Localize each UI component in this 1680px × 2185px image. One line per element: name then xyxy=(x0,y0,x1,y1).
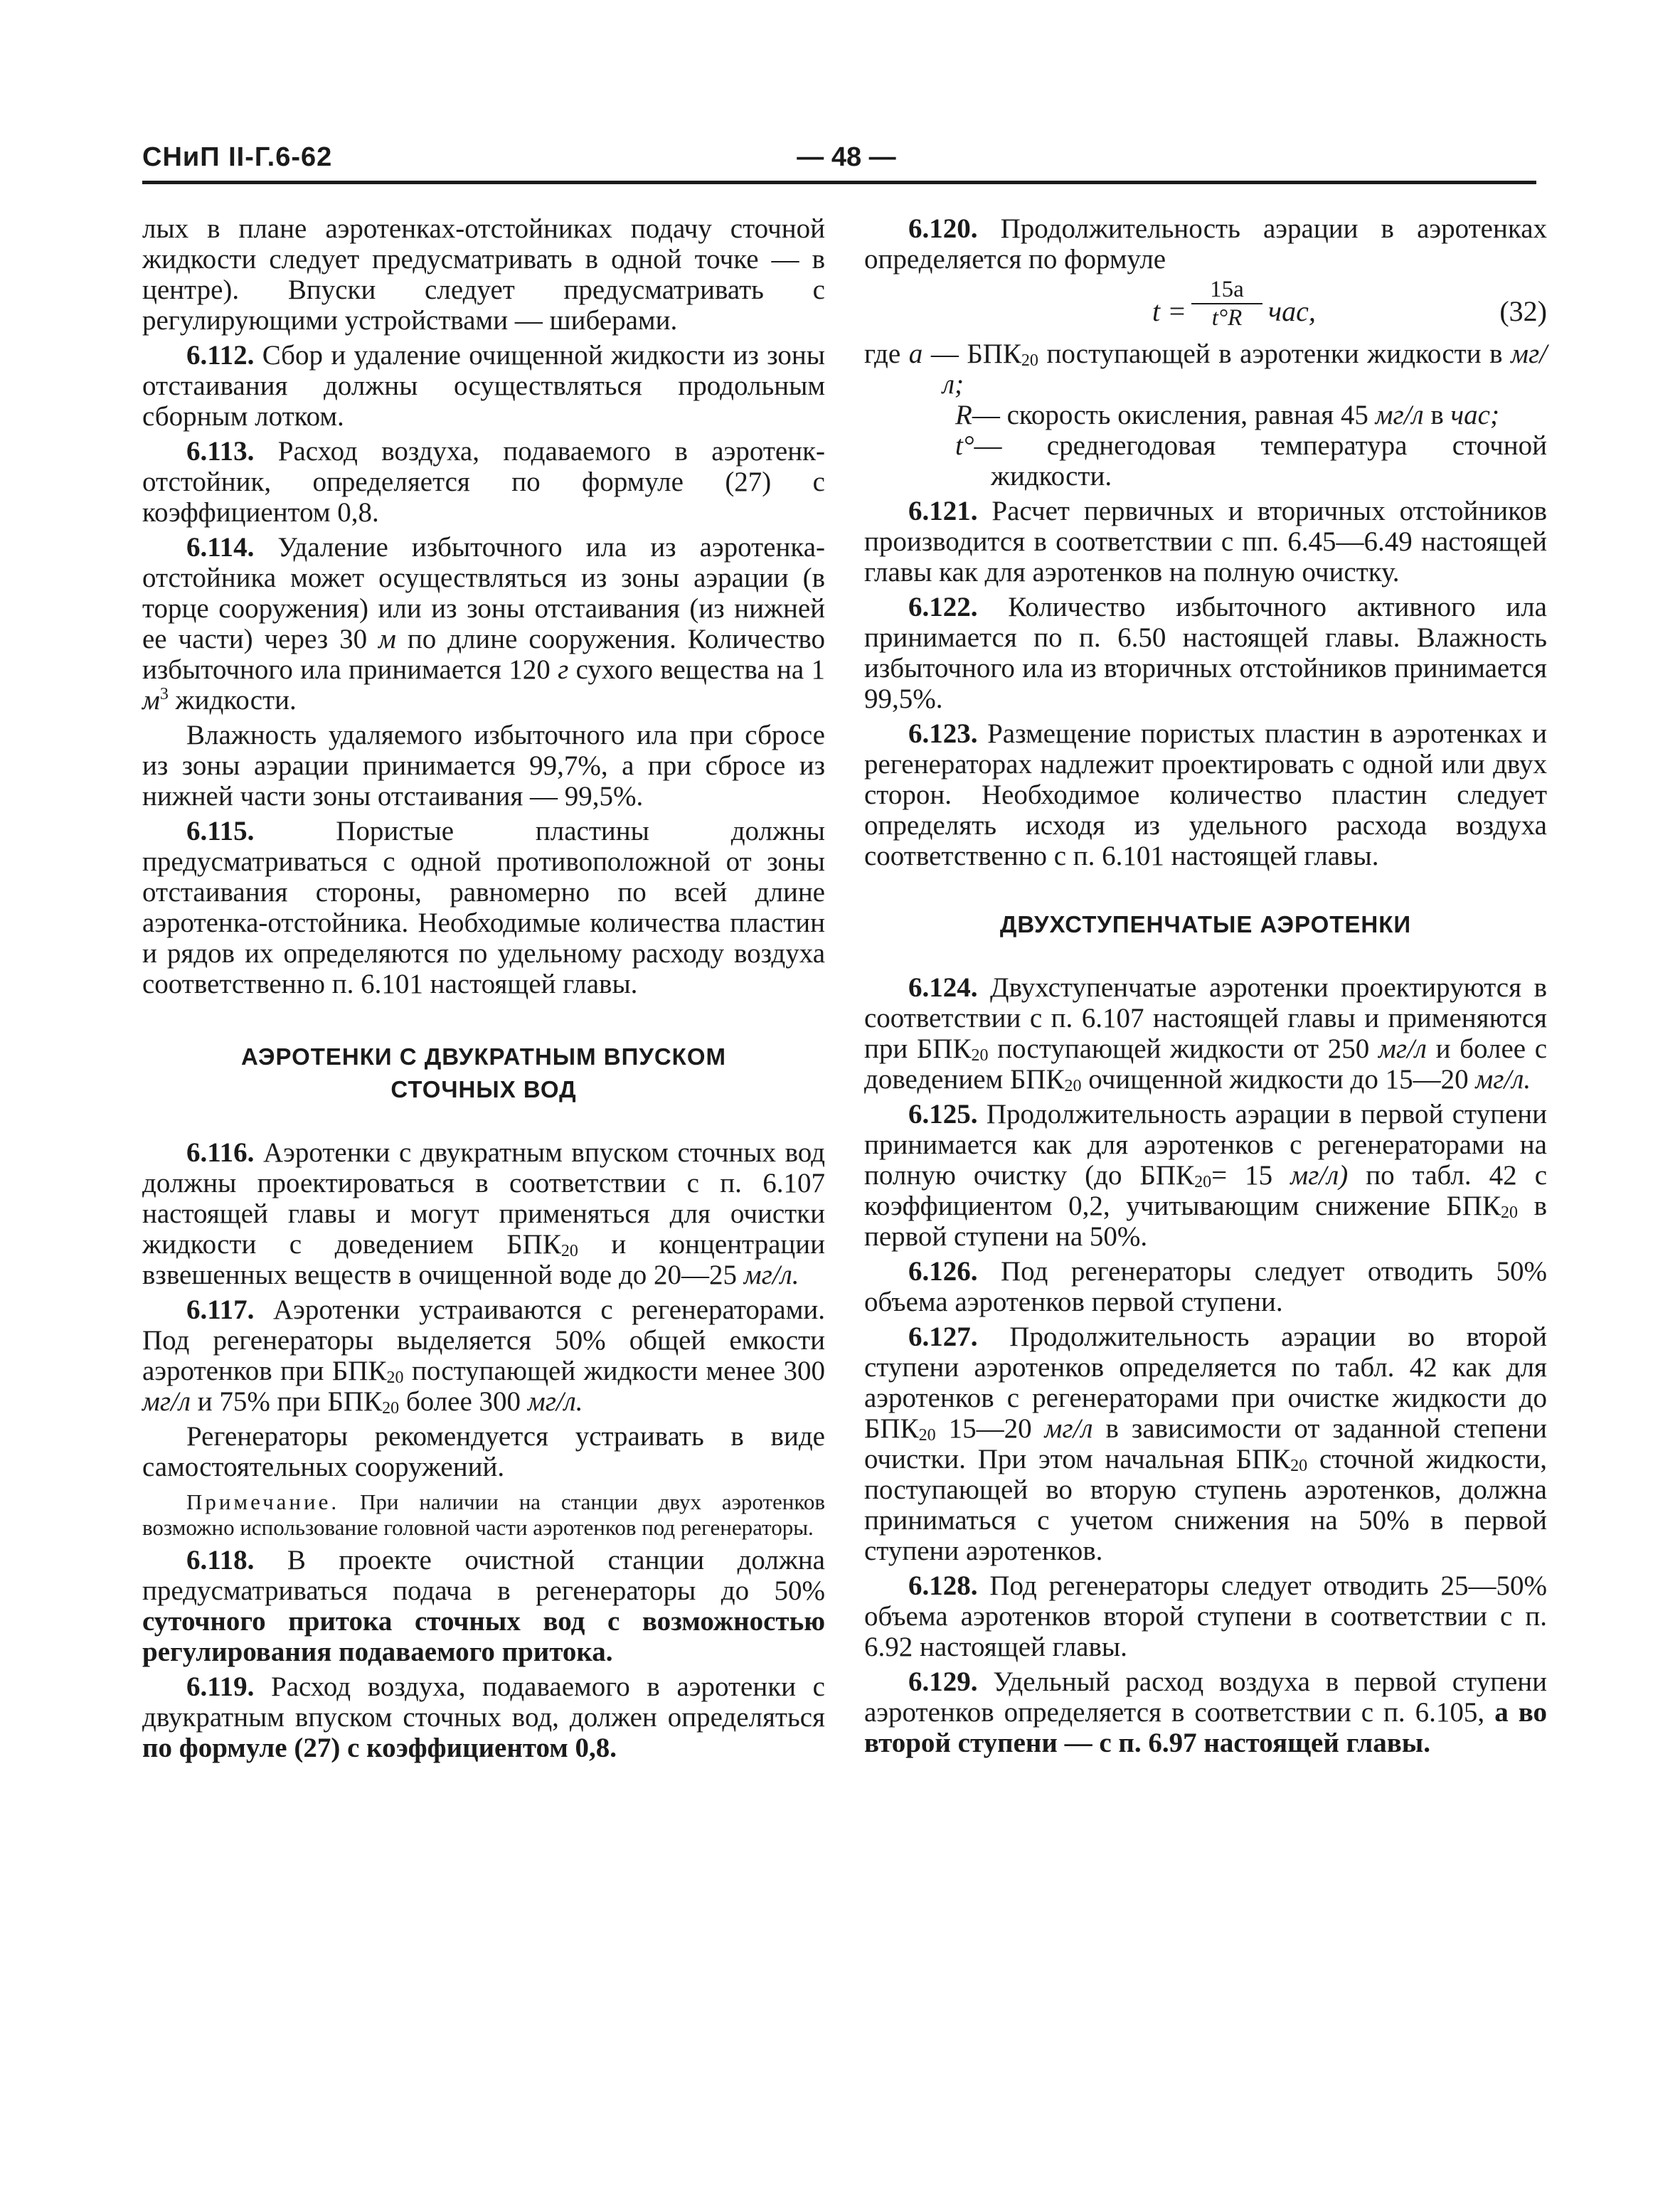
paragraph-text: сухого вещества на 1 xyxy=(575,654,826,685)
section-heading: АЭРОТЕНКИ С ДВУКРАТНЫМ ВПУСКОМ СТОЧНЫХ ВОД xyxy=(241,1043,726,1102)
header-rule xyxy=(142,181,1536,184)
paragraph-regenerators xyxy=(142,1421,825,1482)
section-number: 6.129. xyxy=(908,1666,978,1697)
equation-number: (32) xyxy=(1499,295,1547,327)
section-number: 6.119. xyxy=(186,1671,255,1702)
definition-lead: где xyxy=(864,339,901,369)
definition-a xyxy=(864,339,1547,400)
paragraph-text: Продолжительность аэрации в первой ступени принимается как для аэротенков с регенераторами на полную очистку (до БПК xyxy=(864,1099,1547,1191)
paragraph-text: жидкости. xyxy=(175,685,297,716)
section-number: 6.118. xyxy=(186,1545,255,1575)
section-number: 6.117. xyxy=(186,1294,255,1325)
definition-t xyxy=(864,430,1547,491)
unit: мг/л xyxy=(1378,1033,1427,1064)
paragraph-6-117 xyxy=(142,1294,825,1417)
symbol: a xyxy=(908,339,923,369)
section-number: 6.120. xyxy=(908,213,978,244)
unit: мг/л) xyxy=(1290,1160,1349,1191)
paragraph-text: Расход воздуха, подаваемого в аэротенки с двукратным впуском сточных вод, должен определяться xyxy=(142,1671,825,1733)
subscript: 20 xyxy=(1290,1457,1308,1475)
definition-r xyxy=(864,400,1547,430)
paragraph-text: в первой ступени на 50%. xyxy=(864,1191,1547,1252)
paragraph-text: Влажность удаляемого избыточного ила при сбросе из зоны аэрации принимается 99,7%, а при сбросе из нижней части зоны отстаивания — 99,5%. xyxy=(142,720,825,812)
subscript: 20 xyxy=(382,1399,400,1418)
paragraph-6-125 xyxy=(864,1099,1547,1252)
superscript: 3 xyxy=(159,685,169,703)
formula-denominator: t°R xyxy=(1211,305,1243,331)
paragraph-6-124 xyxy=(864,972,1547,1095)
left-column xyxy=(142,213,825,1763)
section-number: 6.123. xyxy=(908,718,978,749)
unit: мг/л xyxy=(1044,1413,1093,1444)
unit: мг/л; xyxy=(942,339,1548,400)
paragraph-text: и концентрации взвешенных веществ в очищенной воде до 20—25 xyxy=(142,1229,826,1290)
definition-text: поступающей в аэротенки жидкости в xyxy=(1046,339,1503,369)
paragraph-text: Аэротенки устраиваются с регенераторами. Под регенераторы выделяется 50% общей емкости аэротенков при БПК xyxy=(142,1294,825,1386)
paragraph-text-bold: суточного притока сточных вод с возможностью регулирования подаваемого притока. xyxy=(142,1606,825,1667)
paragraph-text: лых в плане аэротенках-отстойниках подачу сточной жидкости следует предусматривать в одной точке — в центре). Впуски следует предусматривать с регулирующими устройствами — шиберами. xyxy=(142,213,825,336)
subscript: 20 xyxy=(1194,1173,1212,1191)
paragraph-text: поступающей жидкости от 250 xyxy=(997,1033,1370,1064)
paragraph-6-122 xyxy=(864,592,1547,714)
subscript: 20 xyxy=(1500,1203,1518,1222)
section-number: 6.126. xyxy=(908,1256,978,1287)
right-column xyxy=(864,213,1547,1758)
subscript: 20 xyxy=(971,1046,989,1065)
unit: час; xyxy=(1450,400,1499,430)
page-number: — 48 — xyxy=(797,142,896,172)
paragraph-6-127 xyxy=(864,1322,1547,1566)
paragraph-text: В проекте очистной станции должна предусматриваться подача в регенераторы до 50% xyxy=(142,1545,825,1606)
paragraph-6-115 xyxy=(142,816,825,999)
page-header xyxy=(142,142,1536,178)
document-code: СНиП II-Г.6-62 xyxy=(142,142,333,172)
formula-32 xyxy=(864,275,1547,339)
paragraph-text: = 15 xyxy=(1211,1160,1273,1191)
subscript: 20 xyxy=(1021,351,1038,370)
subscript: 20 xyxy=(918,1426,936,1445)
section-number: 6.125. xyxy=(908,1099,978,1129)
paragraph-6-121 xyxy=(864,496,1547,588)
unit: м xyxy=(142,685,160,716)
section-number: 6.113. xyxy=(186,436,255,467)
subscript: 20 xyxy=(560,1242,578,1260)
paragraph-6-120 xyxy=(864,213,1547,275)
paragraph-text: очищенной жидкости до 15—20 xyxy=(1088,1064,1469,1095)
unit: г xyxy=(558,654,569,685)
paragraph-text-bold: а во второй ступени — с п. 6.97 настоящей главы. xyxy=(864,1697,1548,1758)
unit: мг/л. xyxy=(1475,1064,1531,1095)
paragraph-6-114-moisture xyxy=(142,720,825,812)
formula-definitions xyxy=(864,339,1547,491)
unit: м xyxy=(378,624,396,654)
symbol: R xyxy=(955,400,972,430)
paragraph-text: 15—20 xyxy=(948,1413,1032,1444)
paragraph-6-112 xyxy=(142,340,825,432)
subscript: 20 xyxy=(386,1368,404,1387)
paragraph-text: более 300 xyxy=(405,1386,521,1417)
paragraph-text: Расход воздуха, подаваемого в аэротенк-отстойник, определяется по формуле (27) с коэффициентом 0,8. xyxy=(142,436,825,528)
paragraph-continuation xyxy=(142,213,825,336)
paragraph-text: Продолжительность аэрации во второй ступени аэротенков определяется по табл. 42 как для аэротенков с регенераторами при очистке жидкости до БПК xyxy=(864,1322,1547,1444)
paragraph-6-123 xyxy=(864,718,1547,871)
paragraph-text: и 75% при БПК xyxy=(197,1386,383,1417)
paragraph-6-116 xyxy=(142,1137,825,1290)
paragraph-text: Под регенераторы следует отводить 25—50% объема аэротенков второй ступени в соответствии с п. 6.92 настоящей главы. xyxy=(864,1570,1547,1662)
paragraph-text: по длине сооружения. Количество избыточного ила принимается 120 xyxy=(142,624,826,685)
definition-text: — среднегодовая температура сточной жидкости. xyxy=(974,430,1547,491)
subscript: 20 xyxy=(1064,1077,1082,1095)
paragraph-text: Двухступенчатые аэротенки проектируются в соответствии с п. 6.107 настоящей главы и применяются при БПК xyxy=(864,972,1547,1064)
paragraph-6-126 xyxy=(864,1256,1547,1317)
paragraph-6-119 xyxy=(142,1671,825,1763)
paragraph-text: Размещение пористых пластин в аэротенках и регенераторах надлежит проектировать с одной или двух сторон. Необходимое количество пластин следует определять исходя из удельного расхода воздуха соответственно с п. 6.101 настоящей главы. xyxy=(864,718,1547,871)
paragraph-text: сточной жидкости, поступающей во вторую ступень аэротенков, должна приниматься с учетом снижения на 50% в первой ступени аэротенков. xyxy=(864,1444,1548,1566)
paragraph-text: Аэротенки с двукратным впуском сточных вод должны проектироваться в соответствии с п. 6.107 настоящей главы и могут применяться для очистки жидкости с доведением БПК xyxy=(142,1137,825,1260)
paragraph-text-bold: по формуле (27) с коэффициентом 0,8. xyxy=(142,1733,617,1763)
unit: мг/л xyxy=(142,1386,191,1417)
note-text: При наличии на станции двух аэротенков возможно использование головной части аэротенков под регенераторы. xyxy=(142,1489,826,1540)
section-number: 6.115. xyxy=(186,816,255,846)
section-number: 6.114. xyxy=(186,532,255,563)
paragraph-6-118 xyxy=(142,1545,825,1667)
paragraph-text: Расчет первичных и вторичных отстойников производится в соответствии с пп. 6.45—6.49 настоящей главы как для аэротенков на полную очистку. xyxy=(864,496,1547,588)
paragraph-text: Пористые пластины должны предусматриваться с одной противоположной от зоны отстаивания стороны, равномерно по всей длине аэротенка-отстойника. Необходимые количества пластин и рядов их определяются по удельному расходу воздуха соответственно п. 6.101 настоящей главы. xyxy=(142,816,825,999)
paragraph-6-114 xyxy=(142,532,825,716)
formula-numerator: 15a xyxy=(1191,276,1262,304)
section-number: 6.122. xyxy=(908,592,978,622)
section-number: 6.121. xyxy=(908,496,978,526)
section-number: 6.124. xyxy=(908,972,978,1003)
paragraph-text: по табл. 42 с коэффициентом 0,2, учитывающим снижение БПК xyxy=(864,1160,1548,1221)
paragraph-6-129 xyxy=(864,1666,1547,1758)
formula-unit: час, xyxy=(1268,295,1316,327)
section-number: 6.127. xyxy=(908,1322,978,1352)
paragraph-text: Удаление избыточного ила из аэротенка-отстойника может осуществляться из зоны аэрации (в торце сооружения) или из зоны отстаивания (из нижней ее части) через 30 xyxy=(142,532,826,654)
paragraph-6-113 xyxy=(142,436,825,528)
unit: мг/л xyxy=(1375,400,1424,430)
definition-text: — БПК xyxy=(930,339,1021,369)
formula-fraction xyxy=(1191,276,1262,331)
unit: мг/л. xyxy=(527,1386,583,1417)
unit: мг/л. xyxy=(743,1260,799,1290)
definition-text: — скорость окисления, равная 45 xyxy=(972,400,1368,430)
symbol: t° xyxy=(955,430,974,461)
section-number: 6.116. xyxy=(186,1137,255,1168)
paragraph-text: Удельный расход воздуха в первой ступени аэротенков определяется в соответствии с п. 6.105, xyxy=(864,1666,1547,1728)
paragraph-6-128 xyxy=(864,1570,1547,1662)
paragraph-text: Количество избыточного активного ила принимается по п. 6.50 настоящей главы. Влажность избыточного ила из вторичных отстойников принимается 99,5%. xyxy=(864,592,1547,714)
paragraph-text: Регенераторы рекомендуется устраивать в виде самостоятельных сооружений. xyxy=(142,1421,825,1482)
section-number: 6.128. xyxy=(908,1570,978,1601)
paragraph-text: в зависимости от заданной степени очистки. При этом начальная БПК xyxy=(864,1413,1547,1474)
note xyxy=(142,1489,825,1541)
paragraph-text: поступающей жидкости менее 300 xyxy=(411,1356,826,1386)
paragraph-text: Под регенераторы следует отводить 50% объема аэротенков первой ступени. xyxy=(864,1256,1547,1317)
section-number: 6.112. xyxy=(186,340,255,371)
note-label: Примечание. xyxy=(186,1489,340,1514)
paragraph-text: и более с доведением БПК xyxy=(864,1033,1548,1095)
definition-text: в xyxy=(1430,400,1444,430)
paragraph-text: Продолжительность аэрации в аэротенках определяется по формуле xyxy=(864,213,1548,275)
section-heading: ДВУХСТУПЕНЧАТЫЕ АЭРОТЕНКИ xyxy=(999,911,1412,937)
paragraph-text: Сбор и удаление очищенной жидкости из зоны отстаивания должны осуществляться продольным сборным лотком. xyxy=(142,340,825,432)
formula-lhs: t = xyxy=(1152,295,1187,327)
